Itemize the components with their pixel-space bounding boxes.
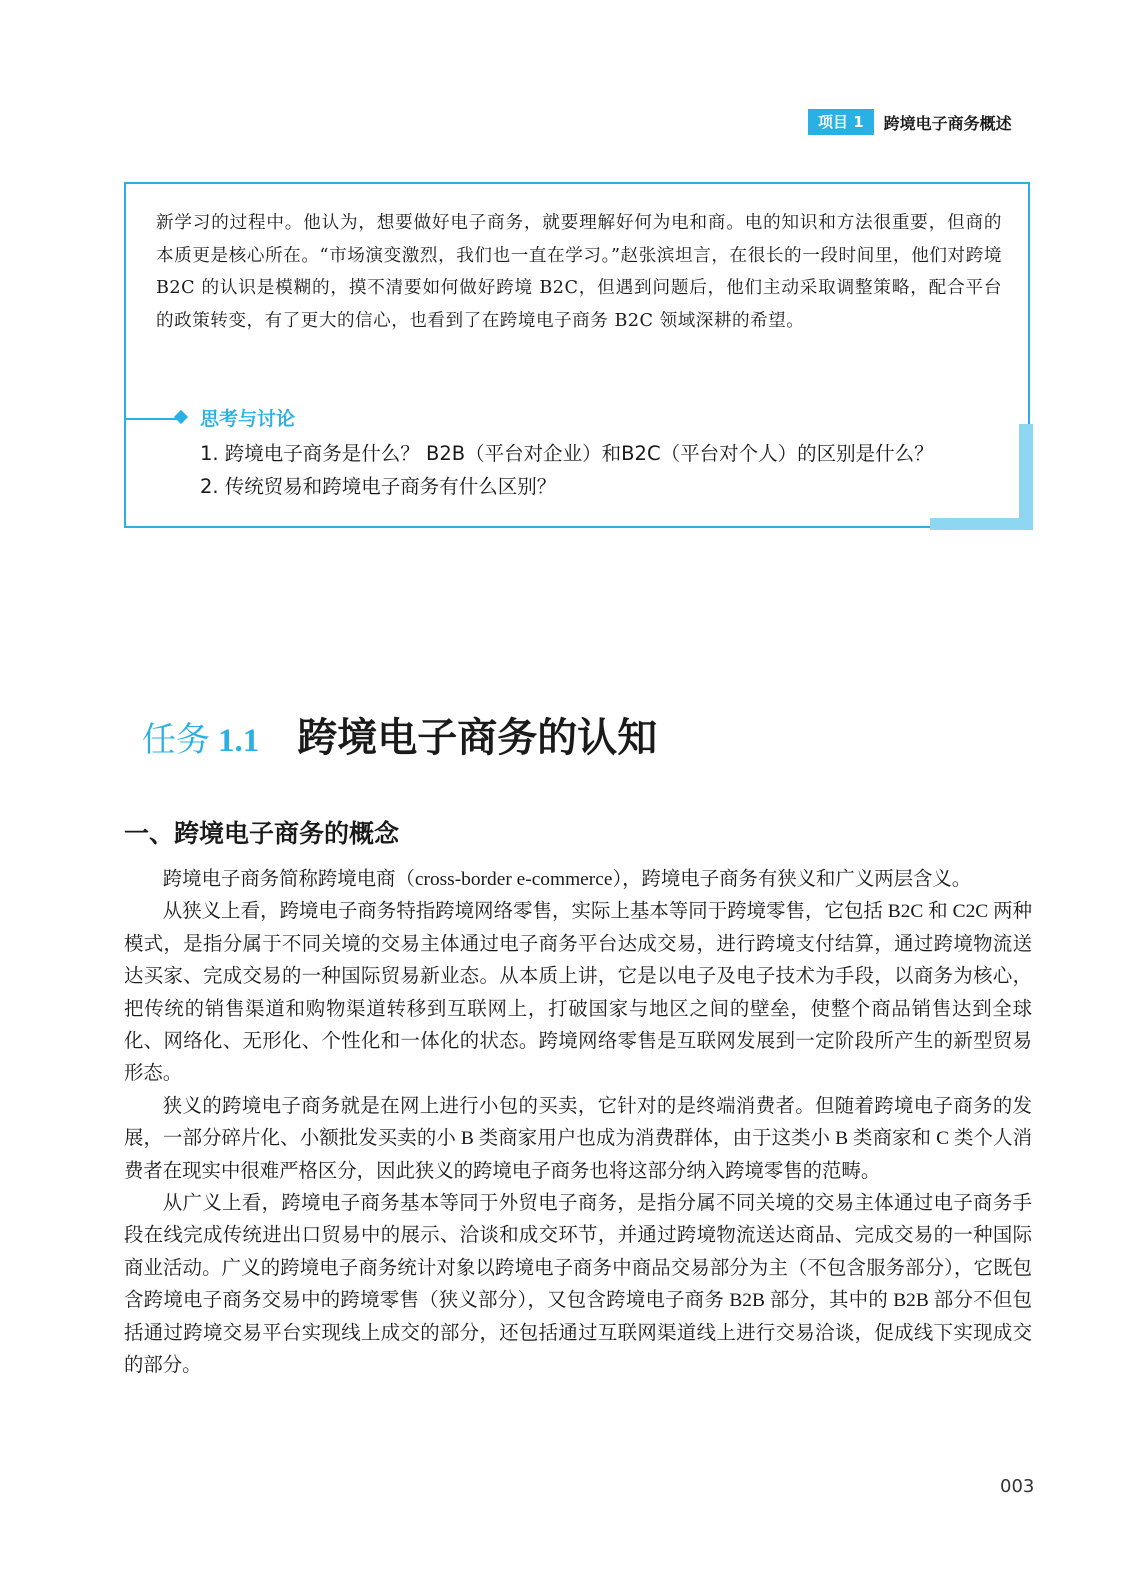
case-box-accent-bottom (930, 518, 1033, 530)
chapter-title: 跨境电子商务概述 (883, 113, 1012, 133)
case-box-accent-right (1019, 424, 1033, 530)
paragraph: 从狭义上看，跨境电子商务特指跨境网络零售，实际上基本等同于跨境零售，它包括 B2C 和 C2C 两种模式，是指分属于不同关境的交易主体通过电子商务平台达成交易，进行跨境支付结算，通过跨境物流送达买家、完成交易的一种国际贸易新业态。从本质上讲，它是以电子及电子技术为手段，以商务为核心，把传统的销售渠道和购物渠道转移到互联网上，打破国家与地区之间的壁垒，使整个商品销售达到全球化、网络化、无形化、个性化和一体化的状态。跨境网络零售是互联网发展到一定阶段所产生的新型贸易形态。 (124, 901, 1032, 1085)
task-title: 跨境电子商务的认知 (297, 715, 658, 761)
discussion-question: 2. 传统贸易和跨境电子商务有什么区别？ (200, 475, 557, 498)
discussion-rule (124, 418, 180, 420)
task-number: 1.1 (218, 723, 260, 759)
discussion-question: 1. 跨境电子商务是什么？ B2B（平台对企业）和B2C（平台对个人）的区别是什么？ (200, 442, 934, 465)
task-label: 任务 (142, 720, 210, 760)
paragraph: 从广义上看，跨境电子商务基本等同于外贸电子商务，是指分属不同关境的交易主体通过电子商务手段在线完成传统进出口贸易中的展示、洽谈和成交环节，并通过跨境物流送达商品、完成交易的一种国际商业活动。广义的跨境电子商务统计对象以跨境电子商务中商品交易部分为主（不包含服务部分），它既包含跨境电子商务交易中的跨境零售（狭义部分），又包含跨境电子商务 B2B 部分，其中的 B2B 部分不但包括通过跨境交易平台实现线上成交的部分，还包括通过互联网渠道线上进行交易洽谈，促成线下实现成交的部分。 (124, 1193, 1032, 1377)
discussion-title: 思考与讨论 (200, 408, 296, 430)
case-text: 新学习的过程中。他认为，想要做好电子商务，就要理解好何为电和商。电的知识和方法很重要，但商的本质更是核心所在。“市场演变激烈，我们也一直在学习。”赵张滨坦言，在很长的一段时间里，他们对跨境 B2C 的认识是模糊的，摸不清要如何做好跨境 B2C，但遇到问题后，他们主动采取调整策略，配合平台的政策转变，有了更大的信心，也看到了在跨境电子商务 B2C 领域深耕的希望。 (156, 213, 1002, 331)
paragraph: 狭义的跨境电子商务就是在网上进行小包的买卖，它针对的是终端消费者。但随着跨境电子商务的发展，一部分碎片化、小额批发买卖的小 B 类商家用户也成为消费群体，由于这类小 B 类商家和 C 类个人消费者在现实中很难严格区分，因此狭义的跨境电子商务也将这部分纳入跨境零售的范畴。 (124, 1095, 1032, 1182)
project-badge: 项目 1 (808, 109, 874, 135)
paragraph: 跨境电子商务简称跨境电商（cross-border e-commerce），跨境电子商务有狭义和广义两层含义。 (162, 869, 972, 890)
page-number: 003 (1000, 1476, 1035, 1497)
task-heading (142, 706, 657, 763)
body-text (124, 864, 1032, 1383)
section-heading: 一、跨境电子商务的概念 (124, 819, 400, 848)
running-header (808, 108, 1012, 136)
